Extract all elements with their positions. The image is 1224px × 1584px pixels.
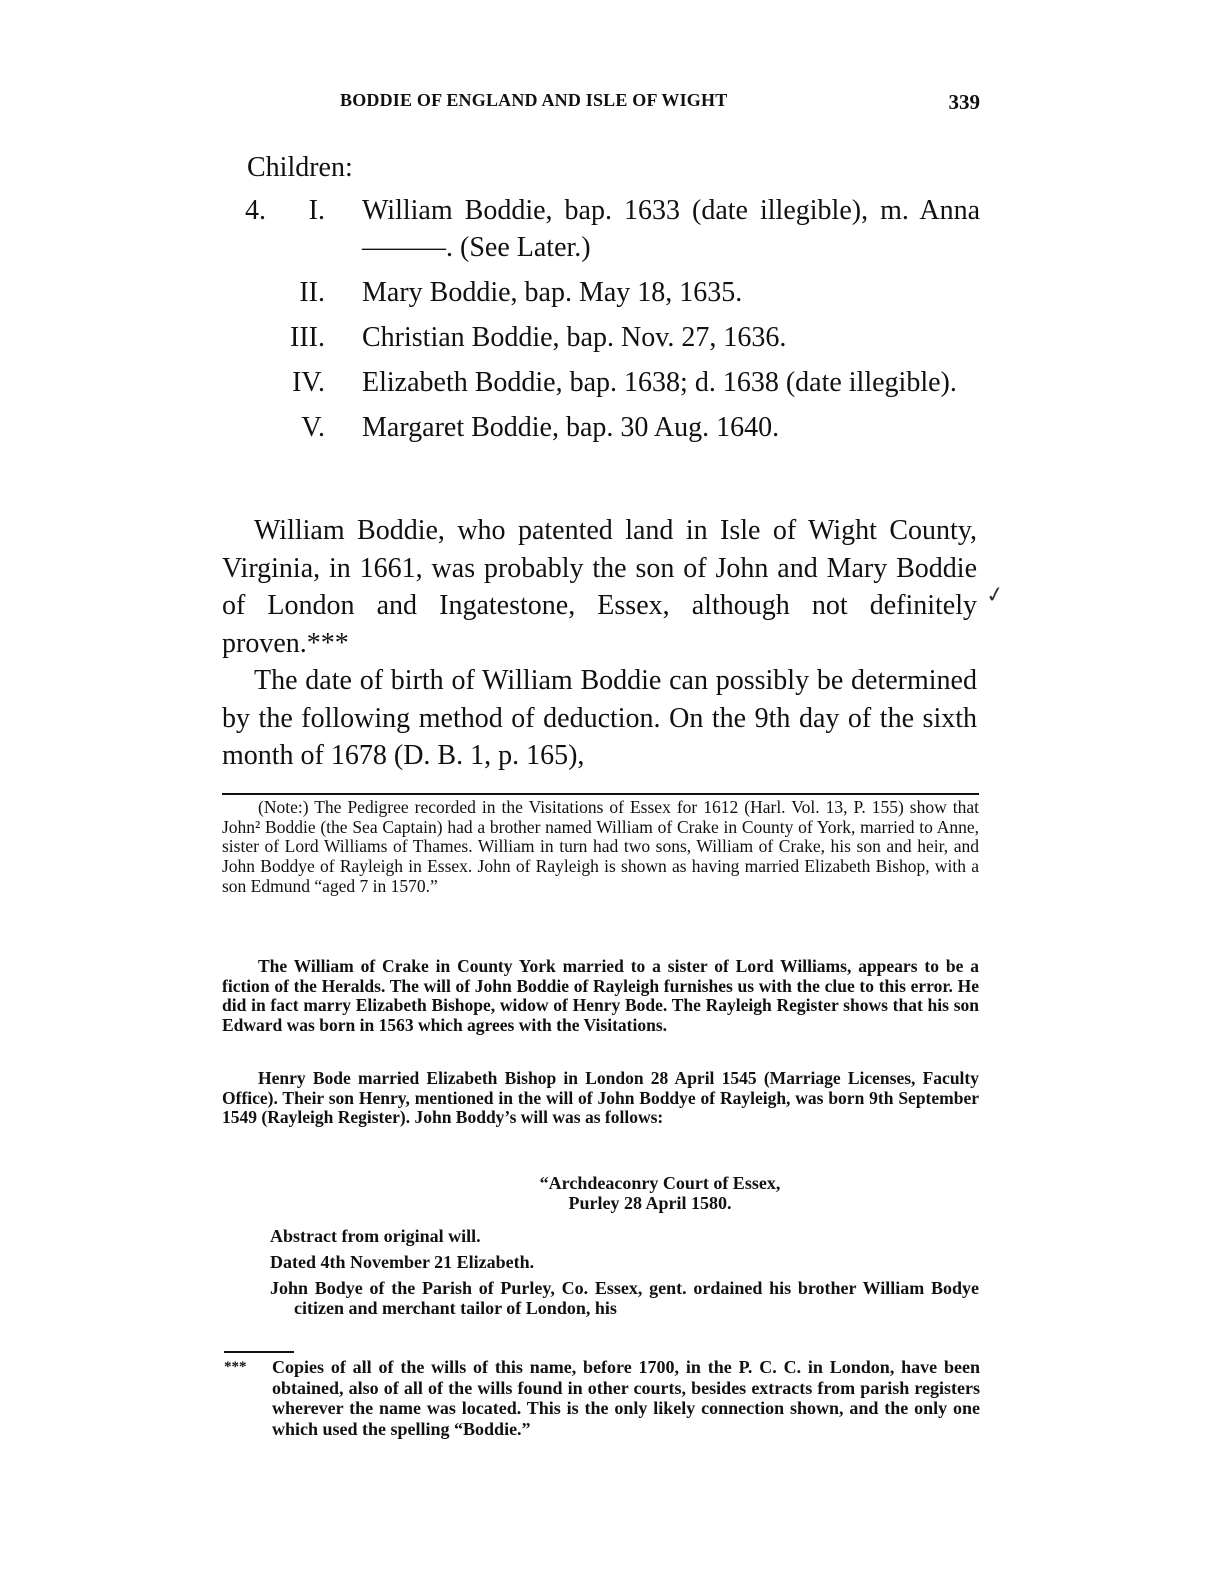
- child-entry: [245, 319, 980, 356]
- note-text: (Note:) The Pedigree recorded in the Visitations of Essex for 1612 (Harl. Vol. 13, P. 155) show that John² Boddie (the Sea Captain) had a brother named William of Crake in County of York, married to Anne, sister of Lord Williams of Thames. William in turn had two sons, William of Crake, his son and heir, and John Boddye of Rayleigh in Essex. John of Rayleigh is shown as having married Elizabeth Bishop, with a son Edmund “aged 7 in 1570.”: [222, 797, 979, 896]
- divider: [222, 793, 979, 795]
- child-entry: [245, 274, 980, 311]
- will-line: Abstract from original will.: [270, 1226, 481, 1246]
- footnote-text: Copies of all of the wills of this name, before 1700, in the P. C. C. in London, have been obtained, also of all of the wills found in other courts, besides extracts from parish registers wherever the name was located. This is the only likely connection shown, and the only one which used the spelling “Boddie.”: [272, 1357, 980, 1439]
- note-paragraph: [222, 798, 979, 897]
- child-roman-numeral: II.: [299, 277, 325, 308]
- child-text: Christian Boddie, bap. Nov. 27, 1636.: [362, 322, 787, 353]
- child-entry: [245, 192, 980, 266]
- child-entry: [245, 364, 980, 401]
- will-line: Dated 4th November 21 Elizabeth.: [270, 1252, 535, 1272]
- child-text: William Boddie, bap. 1633 (date illegible), m. Anna ———. (See Later.): [362, 195, 980, 263]
- running-title: BODDIE OF ENGLAND AND ISLE OF WIGHT: [340, 90, 728, 110]
- child-text: Margaret Boddie, bap. 30 Aug. 1640.: [362, 412, 780, 443]
- child-text: Mary Boddie, bap. May 18, 1635.: [362, 277, 743, 308]
- will-heading: [300, 1173, 1000, 1213]
- will-abstract: [270, 1226, 979, 1324]
- footnote: [224, 1357, 980, 1439]
- note-text: The William of Crake in County York married to a sister of Lord Williams, appears to be a fiction of the Heralds. The will of John Boddie of Rayleigh furnishes us with the clue to this error. He did in fact marry Elizabeth Bishope, widow of Henry Bode. The Rayleigh Register shows that his son Edward was born in 1563 which agrees with the Visitations.: [222, 956, 979, 1036]
- children-heading: Children:: [247, 152, 353, 183]
- checkmark-icon: ✓: [983, 581, 1007, 610]
- will-heading-line: Purley 28 April 1580.: [568, 1193, 732, 1213]
- note-paragraph: [222, 1069, 979, 1128]
- will-line-text: John Bodye of the Parish of Purley, Co. Essex, gent. ordained his brother William Bodye citizen and merchant tailor of London, his: [270, 1278, 979, 1318]
- child-roman-numeral: III.: [290, 322, 325, 353]
- will-heading-line: “Archdeaconry Court of Essex,: [539, 1173, 781, 1193]
- footnote-divider: [224, 1351, 294, 1353]
- body-paragraph: William Boddie, who patented land in Isle of Wight County, Virginia, in 1661, was probably the son of John and Mary Boddie of London and Ingatestone, Essex, although not definitely proven.***: [222, 515, 977, 659]
- child-text: Elizabeth Boddie, bap. 1638; d. 1638 (date illegible).: [362, 367, 957, 398]
- page-header: [340, 90, 980, 116]
- child-entry: [245, 409, 980, 446]
- note-text: Henry Bode married Elizabeth Bishop in London 28 April 1545 (Marriage Licenses, Faculty Office). Their son Henry, mentioned in the will of John Boddye of Rayleigh, was born 9th September 1549 (Rayleigh Register). John Boddy’s will was as follows:: [222, 1068, 979, 1128]
- page-number: 339: [948, 90, 980, 114]
- children-list: [245, 192, 980, 454]
- generation-number: 4.: [245, 195, 266, 226]
- note-paragraph: [222, 957, 979, 1036]
- child-roman-numeral: V.: [301, 412, 325, 443]
- child-roman-numeral: IV.: [292, 367, 325, 398]
- footnote-marker: ***: [224, 1359, 247, 1375]
- body-paragraph: The date of birth of William Boddie can possibly be determined by the following method of deduction. On the 9th day of the sixth month of 1678 (D. B. 1, p. 165),: [222, 665, 977, 771]
- child-roman-numeral: I.: [308, 195, 325, 226]
- will-line: [270, 1278, 979, 1318]
